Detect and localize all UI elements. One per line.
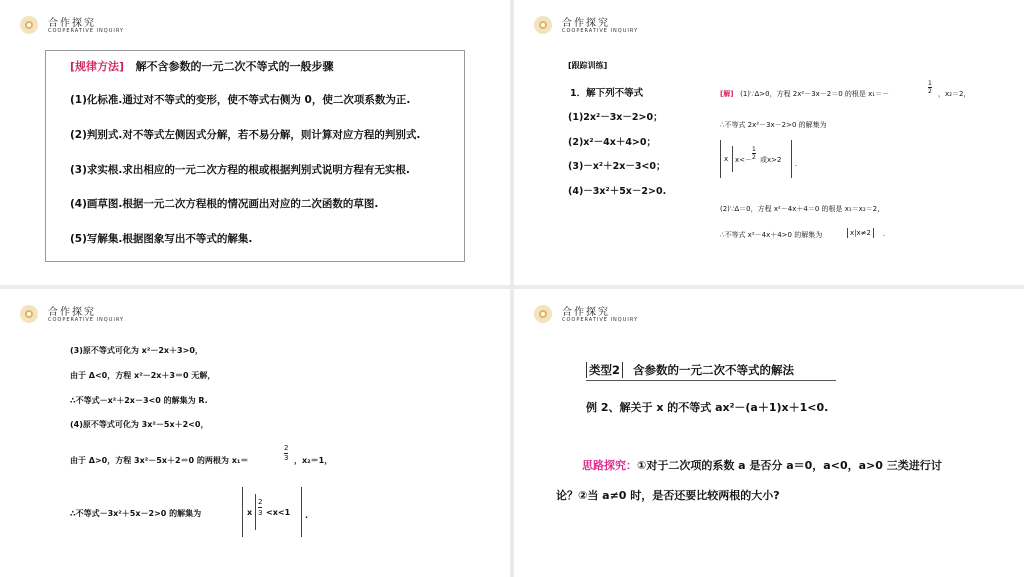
- type-underline: [586, 380, 836, 381]
- set-4-var: x: [247, 508, 253, 517]
- hint-line-1: [582, 457, 942, 473]
- method-heading: [70, 58, 334, 74]
- slide-1[interactable]: [0, 0, 510, 285]
- type-label: 类型2: [586, 362, 623, 378]
- solution-1-tail: ，x₂＝2，: [938, 90, 971, 98]
- solution-tag: [解]: [720, 90, 734, 98]
- brand-title: 合作探究: [562, 307, 610, 318]
- question-1: (1)2x²－3x－2>0；: [568, 112, 663, 123]
- solution-3-line-2: 由于 Δ<0，方程 x²－2x＋3＝0 无解，: [70, 371, 216, 380]
- hint-text-1: ①对于二次项的系数 a 是否分 a＝0，a<0，a>0 三类进行讨: [637, 459, 942, 472]
- set-1-end: .: [795, 160, 798, 168]
- brand-subtitle: COOPERATIVE INQUIRY: [48, 317, 125, 323]
- fraction-denominator: 3: [284, 454, 289, 462]
- brand-logo-icon: [20, 305, 38, 323]
- set-2-end: .: [883, 230, 886, 238]
- solution-4-line-2: 由于 Δ>0，方程 3x²－5x＋2＝0 的两根为 x₁＝: [70, 456, 249, 465]
- fraction-denominator: 3: [258, 509, 263, 517]
- solution-1-fraction: [928, 80, 932, 95]
- type-heading: [586, 362, 794, 378]
- solution-4-fraction: [284, 444, 288, 463]
- method-step-3: (3)求实根.求出相应的一元二次方程的根或根据判别式说明方程有无实根.: [70, 164, 410, 176]
- solution-3-line-3: ∴不等式－x²＋2x－3<0 的解集为 R.: [70, 396, 208, 405]
- solution-4-line-1: (4)原不等式可化为 3x²－5x＋2<0，: [70, 420, 209, 429]
- set-1-part-b: 或x>2: [760, 156, 782, 164]
- slide-3[interactable]: [0, 289, 510, 577]
- set-4-fraction: [258, 497, 262, 518]
- question-intro: 1．解下列不等式: [570, 88, 644, 99]
- set-1-part-a: x<－: [735, 156, 753, 164]
- method-step-4: (4)画草图.根据一元二次方程根的情况画出对应的二次函数的草图.: [70, 198, 379, 210]
- set-4-end: .: [305, 511, 309, 520]
- solution-1-text: (1)∵Δ>0，方程 2x²－3x－2＝0 的根是 x₁＝－: [740, 90, 890, 98]
- question-4: (4)－3x²＋5x－2>0.: [568, 186, 667, 197]
- brand-title: 合作探究: [562, 18, 610, 29]
- solution-2-set: x|x≠2: [847, 228, 874, 238]
- brand-subtitle: COOPERATIVE INQUIRY: [562, 317, 639, 323]
- brand-logo-icon: [20, 16, 38, 34]
- slide-4[interactable]: [514, 289, 1024, 577]
- slide-2[interactable]: [514, 0, 1024, 285]
- brand-title: 合作探究: [48, 18, 96, 29]
- fraction-numerator: 2: [284, 444, 289, 452]
- solution-2-text: (2)∵Δ＝0，方程 x²－4x＋4＝0 的根是 x₁＝x₂＝2，: [720, 205, 885, 213]
- method-step-1: (1)化标准.通过对不等式的变形，使不等式右侧为 0，使二次项系数为正.: [70, 94, 411, 106]
- set-1-divider: [732, 146, 733, 172]
- hint-line-2: 论？②当 a≠0 时，是否还要比较两根的大小?: [556, 489, 780, 502]
- hint-tag: 思路探究：: [582, 459, 637, 472]
- brand-subtitle: COOPERATIVE INQUIRY: [562, 28, 639, 34]
- solution-2-set-intro: ∴不等式 x²－4x＋4>0 的解集为: [720, 231, 823, 239]
- solution-4-line-2-tail: ，x₂＝1，: [294, 456, 333, 465]
- method-step-2: (2)判别式.对不等式左侧因式分解，若不易分解，则计算对应方程的判别式.: [70, 129, 421, 141]
- solution-1-set-intro: ∴不等式 2x²－3x－2>0 的解集为: [720, 121, 827, 129]
- brand-logo-icon: [534, 305, 552, 323]
- set-1-var: x: [724, 155, 729, 163]
- solution-1-line: [720, 89, 889, 99]
- practice-heading: [跟踪训练]: [568, 61, 608, 70]
- brand-logo-icon: [534, 16, 552, 34]
- method-step-5: (5)写解集.根据图象写出不等式的解集.: [70, 233, 253, 245]
- type-title: 含参数的一元二次不等式的解法: [633, 363, 795, 377]
- brand-title: 合作探究: [48, 307, 96, 318]
- fraction-denominator: 2: [752, 154, 756, 161]
- set-4-divider: [255, 494, 256, 530]
- example-2: 例 2、解关于 x 的不等式 ax²－(a＋1)x＋1<0.: [586, 401, 829, 414]
- solution-4-line-3: ∴不等式－3x²＋5x－2>0 的解集为: [70, 509, 202, 518]
- question-3: (3)－x²＋2x－3<0；: [568, 161, 666, 172]
- method-tag: [规律方法]: [70, 60, 125, 73]
- fraction-denominator: 2: [928, 88, 932, 95]
- set-4-range: <x<1: [266, 508, 291, 517]
- fraction-numerator: 2: [258, 498, 263, 506]
- brand-subtitle: COOPERATIVE INQUIRY: [48, 28, 125, 34]
- solution-3-line-1: (3)原不等式可化为 x²－2x＋3>0，: [70, 346, 203, 355]
- set-1-fraction: [752, 146, 756, 161]
- method-title: 解不含参数的一元二次不等式的一般步骤: [135, 60, 334, 73]
- question-2: (2)x²－4x＋4>0；: [568, 137, 657, 148]
- fraction-numerator: 1: [752, 146, 756, 153]
- fraction-numerator: 1: [928, 80, 932, 87]
